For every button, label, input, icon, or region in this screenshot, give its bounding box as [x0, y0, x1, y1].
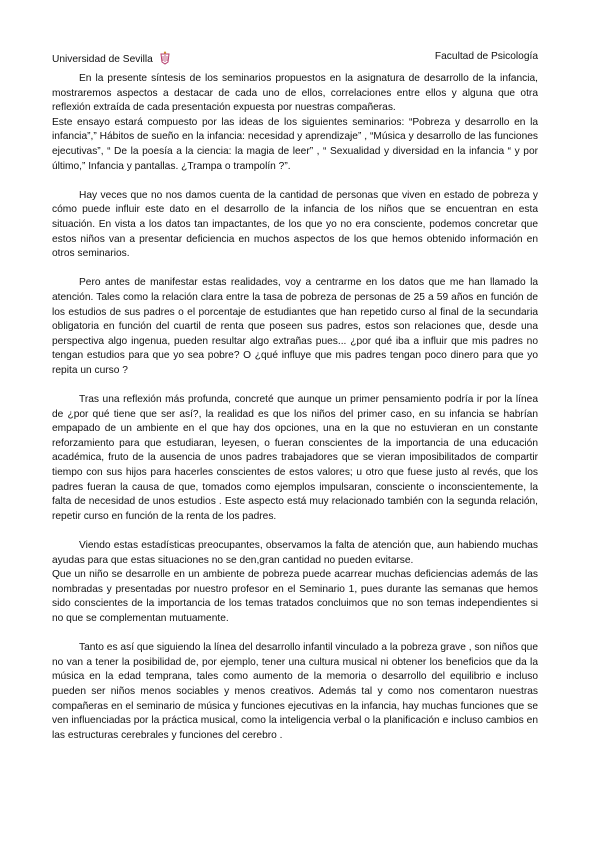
paragraph-intro: En la presente síntesis de los seminarios propuestos en la asignatura de desarrollo de la infancia, mostraremos aspectos a destacar de cada uno de ellos, correlaciones entre ellos y alguna que otra reflexión extraída de cada presentación expuesta por nuestras compañeras.: [52, 73, 538, 114]
university-name: Universidad de Sevilla: [52, 54, 153, 65]
paragraph-seminars-list: Este ensayo estará compuesto por las ideas de los siguientes seminarios: “Pobreza y desarrollo en la infancia”,” Hábitos de sueño en la infancia: necesidad y aprendizaje” , “Música y desarrollo de las funciones ejecutivas”, “ De la poesía a la ciencia: la magia de leer” , “ Sexualidad y diversidad en la infancia “ y por último,” Infancia y pantallas. ¿Trampa o trampolín ?”.: [52, 116, 538, 172]
university-logo-icon: [159, 51, 171, 68]
paragraph-data: Pero antes de manifestar estas realidades, voy a centrarme en los datos que me han llamado la atención. Tales como la relación clara entre la tasa de pobreza de personas de 25 a 59 años en función de los estudios de sus padres o el porcentaje de estudiantes que han repetido curso al final de la secundaria obligatoria en función del cuartil de renta que poseen sus padres, estos son relaciones que, desde una perspectiva algo ingenua, pueden resultar algo extrañas pues... ¿por qué iba a influir que mis padres no tengan estudios para que yo sea pobre? O ¿qué influye que mis padres tengan poco dinero para que yo repita un curso ?: [52, 277, 538, 376]
paragraph-music: Tanto es así que siguiendo la línea del desarrollo infantil vinculado a la pobreza grave , son niños que no van a tener la posibilidad de, por ejemplo, tener una cultura musical ni obtener los beneficios que da la música en la edad temprana, tales como aumento de la memoria o desarrollo del equilibrio e incluso pueden ser niños menos sociables y menos creativos. Además tal y como nos comentaron nuestras compañeras en el seminario de música y funciones ejecutivas en la infancia, hay muchas funciones que se ven influenciadas por la práctica musical, como la inteligencia verbal o la planificación e incluso cambios en las estructuras cerebrales y funciones del cerebro .: [52, 642, 538, 741]
header-faculty: Facultad de Psicología: [434, 51, 538, 62]
paragraph-poverty: Hay veces que no nos damos cuenta de la cantidad de personas que viven en estado de pobreza y cómo puede influir este dato en el desarrollo de la infancia de los niños que se encuentran en esta situación. En vista a los datos tan impactantes, de los que yo no era consciente, podemos concretar que estos niños van a presentar deficiencia en muchos aspectos de los que hemos obtenido información en otros seminarios.: [52, 189, 538, 260]
paragraph-deficiencies: Que un niño se desarrolle en un ambiente de pobreza puede acarrear muchas deficiencias además de las nombradas y presentadas por nuestro profesor en el Seminario 1, pues durante las semanas que hemos sido conscientes de la importancia de los temas tratados concluimos que no son temas independientes si no que se complementan mutuamente.: [52, 569, 538, 624]
document-body: [52, 72, 538, 743]
paragraph-reflection: Tras una reflexión más profunda, concreté que aunque un primer pensamiento podría ir por la línea de ¿por qué tiene que ser así?, la realidad es que los niños del primer caso, en su infancia se habrían empapado de un ambiente en el que hay dos opciones, una en la que no estuvieran en un constante reforzamiento para que estudiaran, leyesen, o fueran conscientes de la importancia de una educación académica, fruto de la ausencia de unos padres trabajadores que se vieran imposibilitados de compartir tiempo con sus hijos para hacerles conscientes de estos valores; u otro que fuese justo al revés, que los padres fueran la causa de que, tomados como ejemplos impulsaran, consciente o inconscientemente, la falta de necesidad de unos estudios . Este aspecto está muy relacionado también con la segunda relación, repetir curso en función de la renta de los padres.: [52, 394, 538, 522]
header-university: [52, 51, 171, 68]
paragraph-statistics: Viendo estas estadísticas preocupantes, observamos la falta de atención que, aun habiendo muchas ayudas para que estas situaciones no se den,gran cantidad no pueden evitarse.: [52, 540, 538, 566]
page-header: [52, 51, 538, 67]
